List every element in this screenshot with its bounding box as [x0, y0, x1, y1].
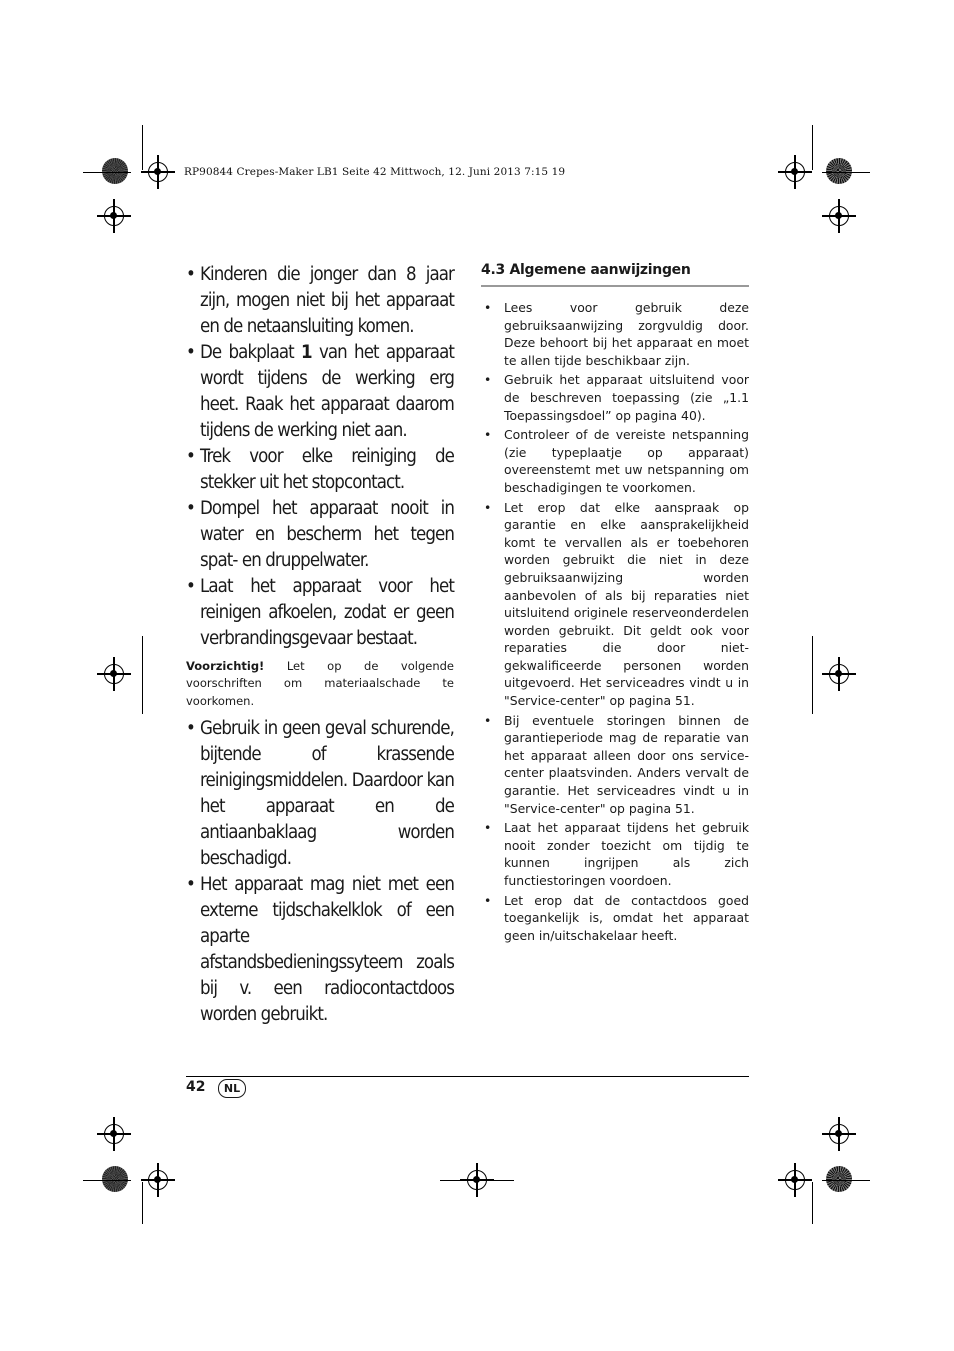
- list-item-text: Dompel het apparaat nooit in water en bescherm het tegen spat- en druppelwater.: [200, 498, 454, 571]
- list-item-text: Controleer of de vereiste netspanning (zie typeplaatje op apparaat) overeenstemt met uw netspanning om beschadigingen te voorkomen.: [504, 427, 749, 495]
- list-item: [186, 872, 454, 1028]
- list-item: [186, 574, 454, 652]
- bullet-icon: •: [484, 820, 492, 836]
- bullet-icon: •: [484, 712, 492, 728]
- list-item: [481, 819, 749, 889]
- crop-line: [822, 1180, 870, 1181]
- part-number: 1: [301, 342, 312, 363]
- registration-mark-icon: [829, 664, 849, 684]
- crop-line: [812, 636, 813, 714]
- color-bar-icon: [102, 1166, 128, 1192]
- list-item: [481, 712, 749, 818]
- list-item-text: Let erop dat de contactdoos goed toegankelijk is, omdat het apparaat geen in/uitschakelaar heeft.: [504, 892, 749, 943]
- list-item-text: van het apparaat wordt tijdens de werking erg heet. Raak het apparaat daarom tijdens de werking niet aan.: [200, 342, 454, 441]
- section-heading: 4.3 Algemene aanwijzingen: [481, 262, 749, 287]
- list-item: [481, 371, 749, 424]
- crop-line: [83, 172, 131, 173]
- list-item: [186, 262, 454, 340]
- bullet-icon: •: [484, 372, 492, 388]
- crop-line: [142, 636, 143, 714]
- print-slug: RP90844 Crepes-Maker LB1 Seite 42 Mittwoch, 12. Juni 2013 7:15 19: [184, 166, 566, 178]
- list-item-text: De bakplaat: [200, 342, 302, 363]
- registration-mark-icon: [829, 1124, 849, 1144]
- crop-line: [812, 1182, 813, 1224]
- list-item: [481, 499, 749, 710]
- bullet-icon: •: [186, 717, 195, 739]
- bullet-icon: •: [484, 892, 492, 908]
- list-item-text: Laat het apparaat tijdens het gebruik nooit zonder toezicht om tijdig te kunnen ingrijpen als zich functiestoringen voordoen.: [504, 820, 749, 888]
- list-item: [481, 426, 749, 496]
- list-item-text: Het apparaat mag niet met een externe tijdschakelklok of een aparte afstandsbedieningssyteem zoals bij v. een radiocontactdoos worden gebruikt.: [200, 873, 454, 1025]
- color-bar-icon: [826, 158, 852, 184]
- list-item: [186, 496, 454, 574]
- bullet-icon: •: [186, 446, 195, 467]
- list-item: [481, 892, 749, 945]
- list-item-text: Laat het apparaat voor het reinigen afkoelen, zodat er geen verbrandingsgevaar bestaat.: [200, 576, 454, 649]
- caution-label: Voorzichtig!: [186, 659, 265, 673]
- registration-mark-icon: [785, 1170, 805, 1190]
- list-item-text: Kinderen die jonger dan 8 jaar zijn, mogen niet bij het apparaat en de netaansluiting komen.: [200, 264, 454, 337]
- crop-line: [440, 1180, 514, 1181]
- bullet-icon: •: [186, 342, 195, 363]
- color-bar-icon: [826, 1166, 852, 1192]
- bullet-icon: •: [186, 873, 195, 895]
- registration-mark-icon: [148, 162, 168, 182]
- list-item-text: Lees voor gebruik deze gebruiksaanwijzing zorgvuldig door. Deze behoort bij het apparaat en moet te allen tijde beschikbaar zijn.: [504, 300, 749, 368]
- registration-mark-icon: [829, 206, 849, 226]
- list-item: [481, 299, 749, 369]
- list-item-text: Let erop dat elke aanspraak op garantie en elke aansprakelijkheid komt te vervallen als er toebehoren worden gebruikt die niet in deze gebruiksaanwijzing worden aanbevolen of als bij reparaties niet uitsluitend originele reserveonderdelen worden gebruikt. Dit geldt ook voor reparaties die door niet-gekwalificeerde personen worden uitgevoerd. Het serviceadres vindt u in "Service-center" op pagina 51.: [504, 499, 749, 709]
- list-item-text: Trek voor elke reiniging de stekker uit het stopcontact.: [200, 446, 454, 493]
- crop-line: [812, 125, 813, 170]
- registration-mark-icon: [148, 1170, 168, 1190]
- general-instructions-list: [481, 299, 749, 944]
- bullet-icon: •: [484, 300, 492, 315]
- right-column: [481, 262, 749, 946]
- page-number: 42: [186, 1079, 206, 1095]
- crop-line: [142, 1182, 143, 1224]
- list-item-text: Bij eventuele storingen binnen de garantieperiode mag de reparatie van het apparaat alleen door ons service-center plaatsvinden. Anders vervalt de garantie. Het serviceadres vindt u in "Service-center" op pagina 51.: [504, 712, 749, 816]
- registration-mark-icon: [104, 1124, 124, 1144]
- footer-rule: [186, 1076, 749, 1077]
- color-bar-icon: [102, 158, 128, 184]
- language-badge: NL: [218, 1079, 246, 1098]
- registration-mark-icon: [104, 664, 124, 684]
- safety-list-b: [186, 716, 454, 1028]
- list-item-text: Gebruik het apparaat uitsluitend voor de beschreven toepassing (zie „1.1 Toepassingsdoel” op pagina 40).: [504, 372, 749, 423]
- crop-line: [822, 172, 870, 173]
- bullet-icon: •: [484, 499, 492, 515]
- list-item: [186, 444, 454, 496]
- crop-line: [142, 125, 143, 170]
- bullet-icon: •: [186, 576, 195, 597]
- caution-text: Let op de volgende voorschriften om materiaalschade te voorkomen.: [186, 659, 454, 708]
- list-item: [186, 716, 454, 872]
- bullet-icon: •: [186, 498, 195, 519]
- safety-list-a: [186, 262, 454, 652]
- left-column: [186, 262, 454, 1028]
- crop-line: [83, 1180, 131, 1181]
- list-item-text: Gebruik in geen geval schurende, bijtende of krassende reinigingsmiddelen. Daardoor kan het apparaat en de antiaanbaklaag worden beschadigd.: [200, 717, 454, 869]
- registration-mark-icon: [785, 162, 805, 182]
- registration-mark-icon: [104, 206, 124, 226]
- caution-note: [186, 658, 454, 710]
- list-item: [186, 340, 454, 444]
- bullet-icon: •: [186, 264, 195, 285]
- bullet-icon: •: [484, 427, 492, 443]
